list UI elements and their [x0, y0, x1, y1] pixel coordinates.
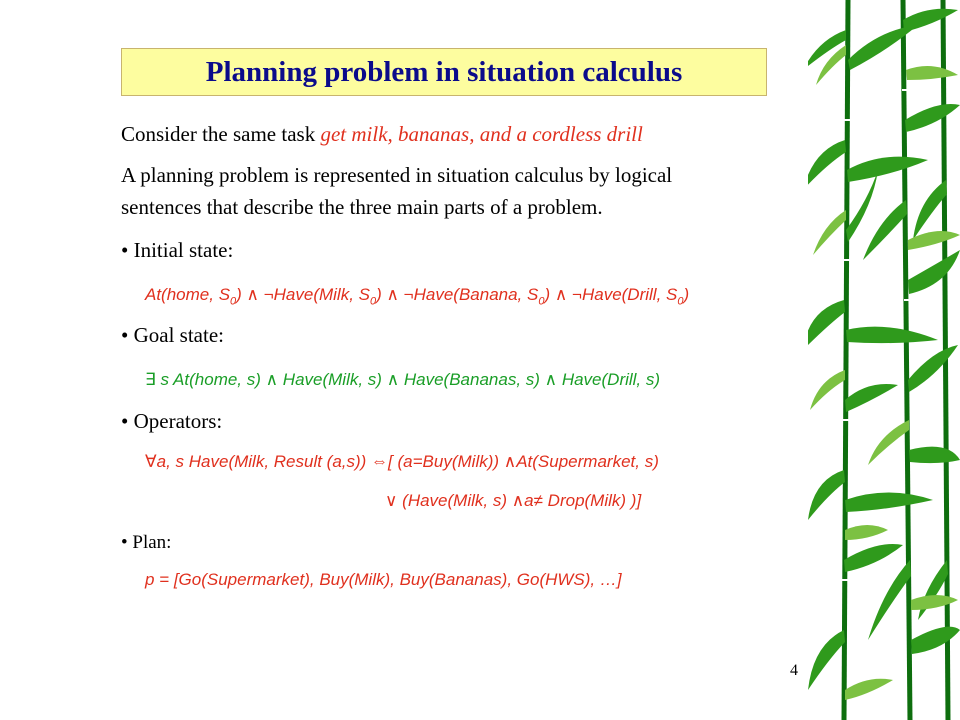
operators-label: • Operators: — [121, 409, 223, 433]
page-number: 4 — [790, 662, 798, 679]
goal-state-formula: ∃ s At(home, s) ∧ Have(Milk, s) ∧ Have(Bananas, s) ∧ Have(Drill, s) — [145, 370, 661, 389]
slide-title: Planning problem in situation calculus — [121, 48, 767, 96]
task-prefix: Consider the same task — [121, 122, 321, 146]
operator-formula-line-1: ∀a, s Have(Milk, Result (a,s)) ⇔[ (a=Buy(Milk)) ∧At(Supermarket, s) — [145, 452, 659, 471]
plan-label: • Plan: — [121, 532, 172, 553]
goal-state-label: • Goal state: — [121, 323, 224, 347]
description-line-1: A planning problem is represented in situation calculus by logical — [121, 163, 673, 187]
operator-formula-line-2: ∨ (Have(Milk, s) ∧a≠ Drop(Milk) )] — [385, 491, 642, 510]
task-highlight: get milk, bananas, and a cordless drill — [320, 122, 643, 146]
bamboo-decoration — [808, 0, 960, 720]
description-line-2: sentences that describe the three main parts of a problem. — [121, 195, 603, 219]
initial-state-label: • Initial state: — [121, 238, 234, 262]
task-sentence — [121, 121, 643, 147]
initial-state-formula: At(home, $S_0$) ∧ ¬Have(Milk, $S_0$) ∧ ¬Have(Banana, $S_0$) ∧ ¬Have(Drill, $S_0$) — [145, 285, 690, 308]
plan-formula: p = [Go(Supermarket), Buy(Milk), Buy(Bananas), Go(HWS), …] — [145, 570, 622, 589]
